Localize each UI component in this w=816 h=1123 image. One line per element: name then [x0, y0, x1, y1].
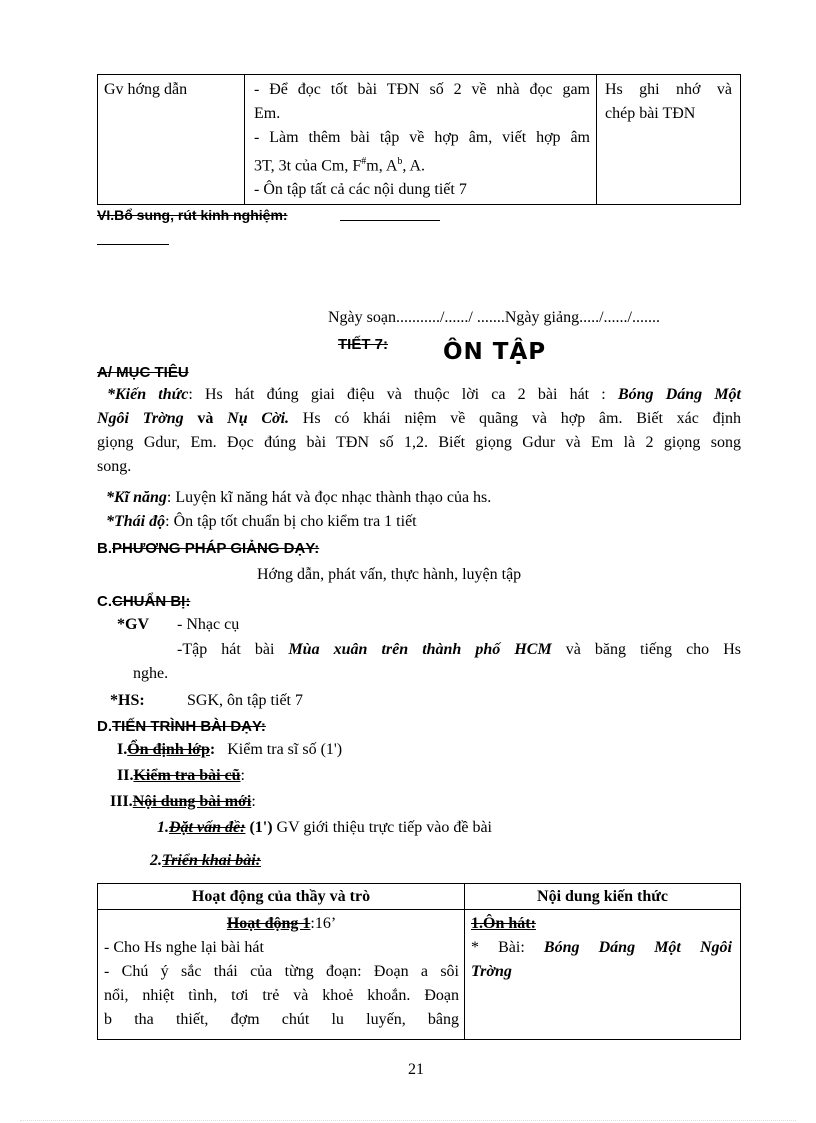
- activity-line: - Chú ý sắc thái của từng đoạn: Đoạn a sôi: [104, 963, 459, 980]
- top-table-col3-line: Hs ghi nhớ và: [605, 81, 732, 98]
- preparation-gv-line2: -Tập hát bài Mùa xuân trên thành phố HCM và băng tiếng cho Hs: [177, 641, 742, 658]
- preparation-gv-line1: - Nhạc cụ: [177, 616, 240, 633]
- top-table-line: Em.: [254, 105, 281, 122]
- activity-table-left-cell: [98, 910, 465, 1039]
- activity-table-header-right: Nội dung kiến thức: [537, 888, 668, 905]
- preparation-gv-label: *GV: [117, 616, 149, 633]
- process-heading: D.TIẾN TRÌNH BÀI DẠY:: [97, 718, 266, 735]
- objectives-skill: *Kĩ năng: Luyện kĩ năng hát và đọc nhạc thành thạo của hs.: [106, 489, 492, 506]
- lesson-dates: Ngày soạn.........../....../ .......Ngày giảng...../....../.......: [328, 309, 660, 326]
- top-table-line: - Làm thêm bài tập về hợp âm, viết hợp âm: [254, 129, 590, 146]
- process-step-2: II.Kiểm tra bài cũ:: [117, 767, 245, 784]
- preparation-hs-text: SGK, ôn tập tiết 7: [187, 692, 303, 709]
- knowledge-line: song.: [97, 458, 132, 475]
- top-table-line: - Để đọc tốt bài TĐN số 2 về nhà đọc gam: [254, 81, 590, 98]
- lesson-label: TIẾT 7:: [338, 336, 389, 353]
- content-song-line-2: Trờng: [471, 963, 512, 980]
- activity-line: - Cho Hs nghe lại bài hát: [104, 939, 264, 956]
- top-table-col1: [98, 75, 245, 204]
- process-step-1: I.Ổn định lớp: Kiểm tra sĩ số (1'): [117, 741, 343, 758]
- page-number: 21: [408, 1061, 424, 1078]
- activity-table-right-cell: [465, 910, 740, 1039]
- activity-label: Hoạt động 1:16’: [226, 915, 337, 932]
- page-bottom-border: [20, 1120, 796, 1121]
- preparation-heading: C.CHUẨN BỊ:: [97, 593, 191, 610]
- top-table-line: 3T, 3t của Cm, F#m, $A^b$, A.: [254, 156, 426, 175]
- activity-table: [97, 883, 741, 1040]
- content-heading: 1.Ôn hát:: [471, 915, 536, 932]
- supplement-underline: [340, 220, 440, 221]
- process-step-3: III.Nội dung bài mới:: [110, 793, 256, 810]
- activity-table-header-left: Hoạt động của thầy và trò: [98, 884, 465, 910]
- top-table-col3: [597, 75, 740, 204]
- knowledge-line: *Kiến thức: Hs hát đúng giai điệu và thuộc lời ca 2 bài hát : Bóng Dáng Một: [107, 386, 741, 403]
- process-part-2: 2.Triển khai bài:: [150, 852, 261, 869]
- top-table-col3-line: chép bài TĐN: [605, 105, 696, 122]
- activity-line: nổi, nhiệt tình, tơi trẻ và khoẻ khoắn. Đoạn: [104, 987, 459, 1004]
- methods-text: Hớng dẫn, phát vấn, thực hành, luyện tập: [257, 566, 522, 583]
- activity-table-header: [98, 884, 740, 910]
- activity-line: b tha thiết, đợm chút lu luyến, bâng: [104, 1011, 459, 1028]
- content-song-line: * Bài: Bóng Dáng Một Ngôi: [471, 939, 732, 956]
- knowledge-line: Ngôi Trờng và Nụ Cời. Hs có khái niệm về quãng và hợp âm. Biết xác định: [97, 410, 742, 427]
- lesson-title: ÔN TẬP: [443, 339, 547, 365]
- supplement-heading: VI.Bổ sung, rút kinh nghiệm:: [97, 207, 288, 223]
- preparation-gv-line3: nghe.: [133, 665, 169, 682]
- preparation-hs-label: *HS:: [110, 692, 145, 709]
- objectives-knowledge: [97, 383, 741, 479]
- top-table-col2: [245, 75, 597, 204]
- top-table: [97, 74, 741, 205]
- top-table-line: - Ôn tập tất cả các nội dung tiết 7: [254, 181, 467, 199]
- objectives-heading: A/ MỤC TIÊU: [97, 364, 189, 381]
- supplement-short-line: [97, 244, 169, 245]
- methods-heading: B.PHƯƠNG PHÁP GIẢNG DẠY:: [97, 540, 320, 557]
- objectives-attitude: *Thái độ: Ôn tập tốt chuẩn bị cho kiểm tra 1 tiết: [106, 513, 417, 530]
- top-table-col1-text: Gv hớng dẫn: [104, 81, 188, 98]
- knowledge-line: giọng Gdur, Em. Đọc đúng bài TĐN số 1,2. Biết giọng Gdur và Em là 2 giọng song: [97, 434, 741, 451]
- process-part-1: 1.Đặt vấn đề: (1') GV giới thiệu trực tiếp vào đề bài: [157, 819, 492, 836]
